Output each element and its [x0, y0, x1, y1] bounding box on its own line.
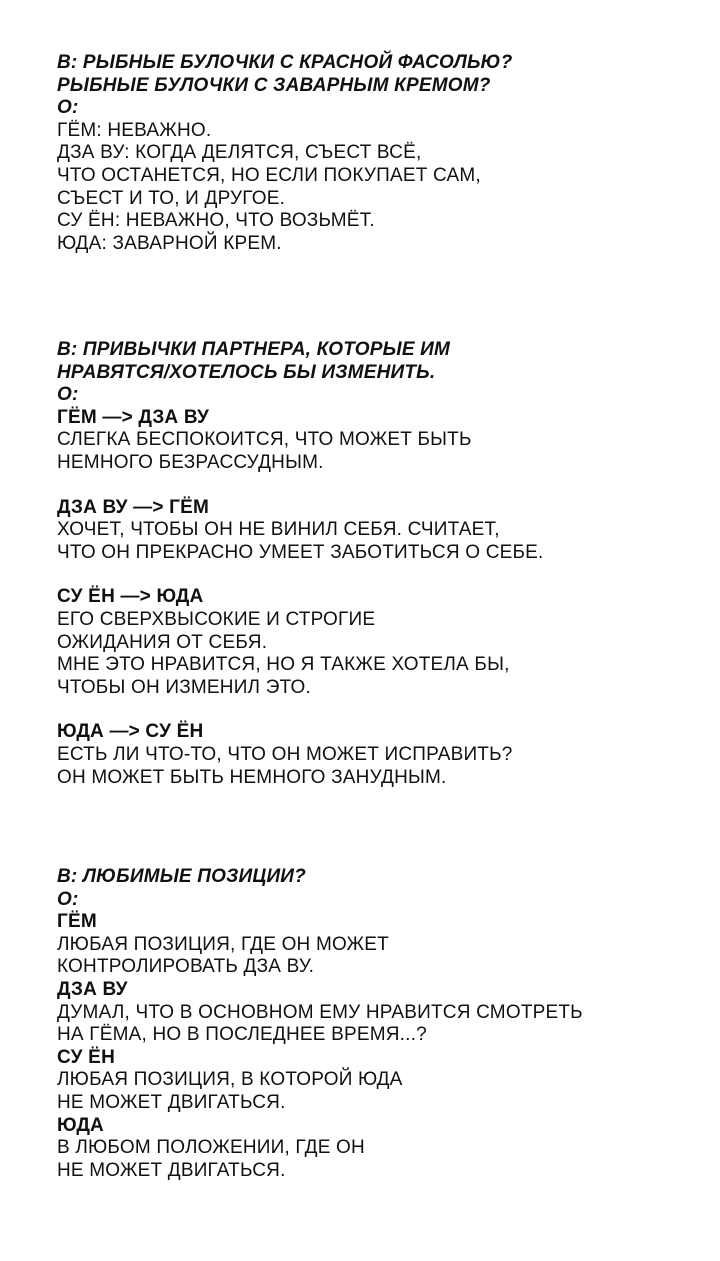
answer-line: В ЛЮБОМ ПОЛОЖЕНИИ, ГДЕ ОН	[57, 1137, 365, 1159]
answer-line: ЛЮБАЯ ПОЗИЦИЯ, ГДЕ ОН МОЖЕТ	[57, 933, 389, 955]
speaker-heading: ЮДА	[57, 1114, 104, 1136]
answer-line: ЕСТЬ ЛИ ЧТО-ТО, ЧТО ОН МОЖЕТ ИСПРАВИТЬ?	[57, 743, 513, 765]
speaker-heading: СУ ЁН —> ЮДА	[57, 586, 204, 608]
answer-label: О:	[57, 97, 79, 119]
answer-label: О:	[57, 384, 79, 406]
question-line: В: ПРИВЫЧКИ ПАРТНЕРА, КОТОРЫЕ ИМ	[57, 339, 451, 360]
answer-line: ДУМАЛ, ЧТО В ОСНОВНОМ ЕМУ НРАВИТСЯ СМОТРЕТЬ	[57, 1001, 583, 1023]
speaker-heading: ГЁМ	[57, 911, 97, 933]
qa-block-positions	[57, 866, 677, 1182]
answer-line: ЧТОБЫ ОН ИЗМЕНИЛ ЭТО.	[57, 676, 311, 698]
answer-line: ЕГО СВЕРХВЫСОКИЕ И СТРОГИЕ	[57, 608, 376, 630]
answer-line: СЪЕСТ И ТО, И ДРУГОЕ.	[57, 187, 286, 209]
question-line: В: РЫБНЫЕ БУЛОЧКИ С КРАСНОЙ ФАСОЛЬЮ?	[57, 52, 513, 73]
answer-line: ХОЧЕТ, ЧТОБЫ ОН НЕ ВИНИЛ СЕБЯ. СЧИТАЕТ,	[57, 519, 500, 541]
answer-line: ОЖИДАНИЯ ОТ СЕБЯ.	[57, 631, 268, 653]
answer-line: ДЗА ВУ: КОГДА ДЕЛЯТСЯ, СЪЕСТ ВСЁ,	[57, 142, 422, 164]
answer-line: НА ГЁМА, НО В ПОСЛЕДНЕЕ ВРЕМЯ...?	[57, 1024, 427, 1046]
qa-block-habits	[57, 339, 677, 789]
speaker-heading: ДЗА ВУ	[57, 978, 128, 1000]
answer-label: О:	[57, 888, 79, 910]
speaker-heading: ЮДА —> СУ ЁН	[57, 721, 204, 743]
paragraph-gap	[57, 564, 677, 586]
qa-block-buns	[57, 52, 677, 255]
answer-line: ЧТО ОСТАНЕТСЯ, НО ЕСЛИ ПОКУПАЕТ САМ,	[57, 164, 481, 186]
speaker-heading: ГЁМ —> ДЗА ВУ	[57, 406, 210, 428]
speaker-heading: СУ ЁН	[57, 1046, 115, 1068]
answer-line: СУ ЁН: НЕВАЖНО, ЧТО ВОЗЬМЁТ.	[57, 210, 375, 232]
paragraph-gap	[57, 475, 677, 497]
speaker-heading: ДЗА ВУ —> ГЁМ	[57, 496, 210, 518]
answer-line: КОНТРОЛИРОВАТЬ ДЗА ВУ.	[57, 956, 315, 978]
answer-line: МНЕ ЭТО НРАВИТСЯ, НО Я ТАКЖЕ ХОТЕЛА БЫ,	[57, 654, 510, 676]
answer-line: ЛЮБАЯ ПОЗИЦИЯ, В КОТОРОЙ ЮДА	[57, 1069, 403, 1091]
answer-line: ЧТО ОН ПРЕКРАСНО УМЕЕТ ЗАБОТИТЬСЯ О СЕБЕ.	[57, 541, 544, 563]
answer-line: НЕ МОЖЕТ ДВИГАТЬСЯ.	[57, 1159, 286, 1181]
answer-line: НЕМНОГО БЕЗРАССУДНЫМ.	[57, 451, 324, 473]
answer-line: СЛЕГКА БЕСПОКОИТСЯ, ЧТО МОЖЕТ БЫТЬ	[57, 429, 472, 451]
question-line: РЫБНЫЕ БУЛОЧКИ С ЗАВАРНЫМ КРЕМОМ?	[57, 74, 491, 96]
answer-line: ЮДА: ЗАВАРНОЙ КРЕМ.	[57, 232, 282, 254]
answer-line: НЕ МОЖЕТ ДВИГАТЬСЯ.	[57, 1091, 286, 1113]
paragraph-gap	[57, 699, 677, 721]
answer-line: ГЁМ: НЕВАЖНО.	[57, 119, 212, 141]
answer-line: ОН МОЖЕТ БЫТЬ НЕМНОГО ЗАНУДНЫМ.	[57, 766, 447, 788]
question-line: В: ЛЮБИМЫЕ ПОЗИЦИИ?	[57, 866, 306, 887]
question-line: НРАВЯТСЯ/ХОТЕЛОСЬ БЫ ИЗМЕНИТЬ.	[57, 361, 436, 383]
